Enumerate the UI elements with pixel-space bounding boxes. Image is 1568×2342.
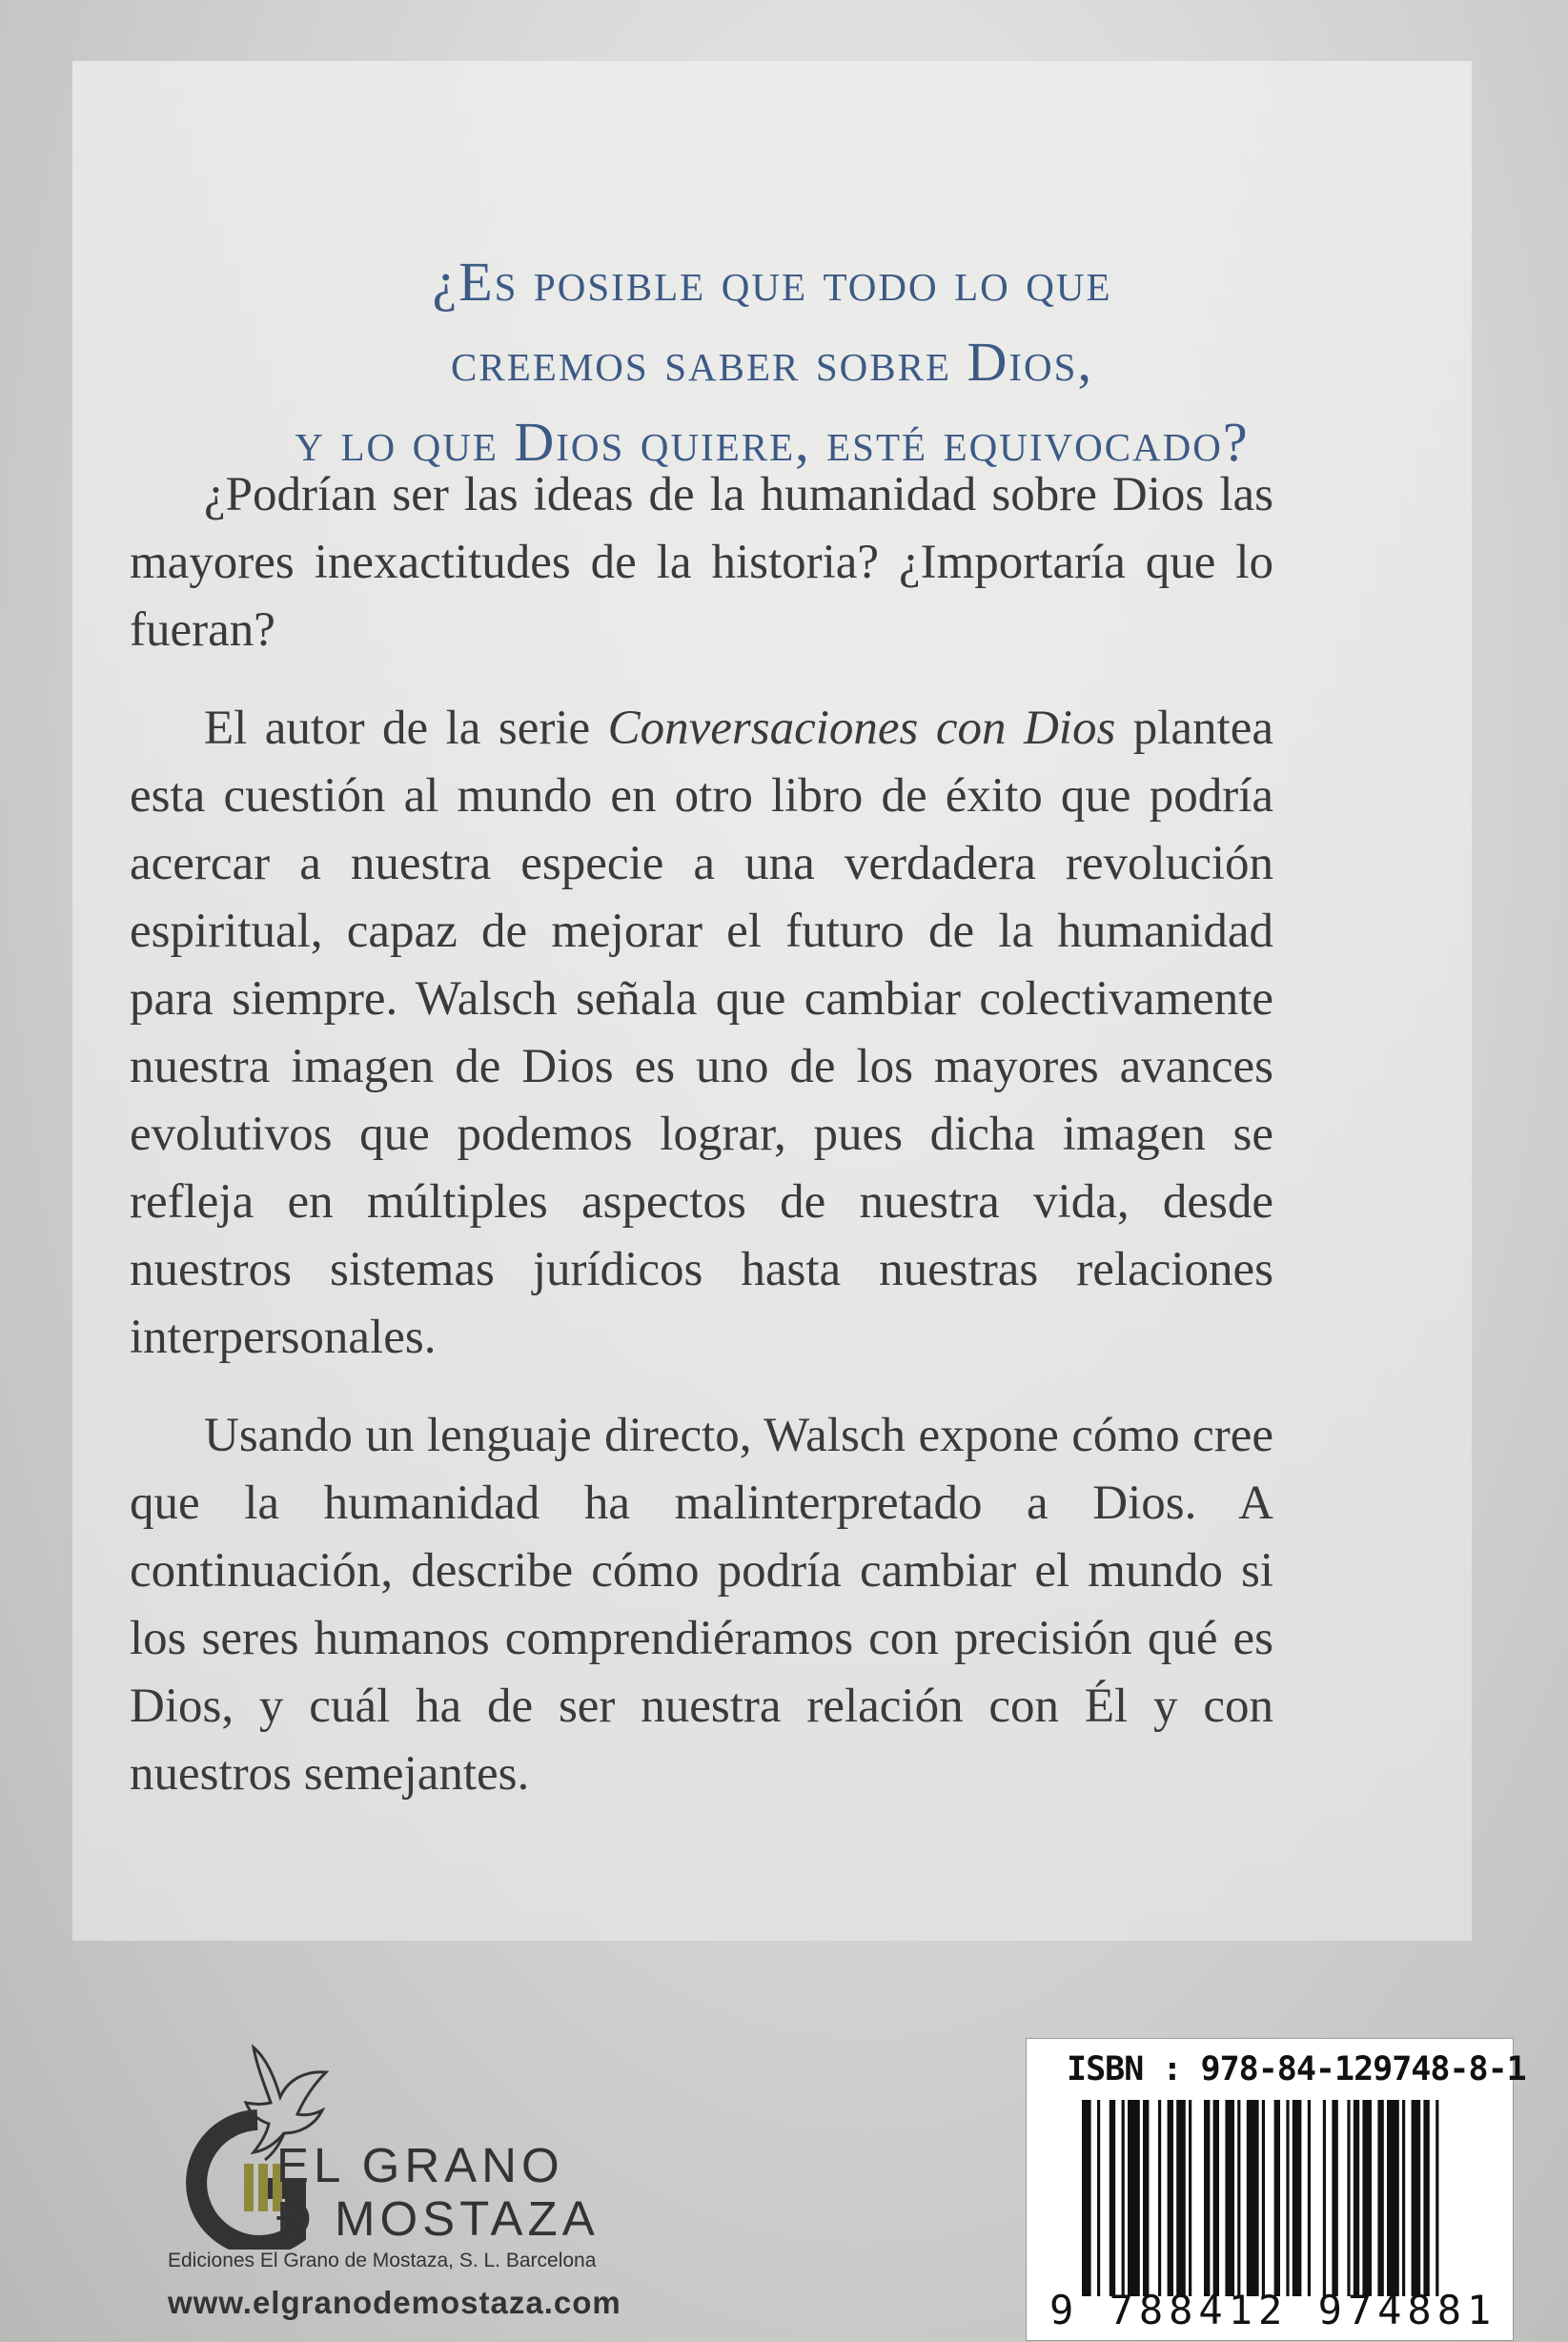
barcode-bar (1237, 2100, 1240, 2296)
barcode-bar (1128, 2100, 1140, 2296)
barcode-bar (1332, 2100, 1337, 2296)
barcode-bar (1247, 2100, 1259, 2296)
barcode-bar (1158, 2100, 1161, 2296)
paragraph-1: ¿Podrían ser las ideas de la humanidad sobre Dios las mayores inexactitudes de la historia? ¿Importaría que lo fueran? (130, 468, 1273, 657)
barcode (1082, 2100, 1501, 2296)
barcode-bar (1436, 2100, 1438, 2296)
barcode-bar (1176, 2100, 1186, 2296)
barcode-bar (1402, 2100, 1405, 2296)
paragraph-2-intro: El autor de la serie (204, 702, 608, 755)
barcode-bar (1323, 2100, 1326, 2296)
brand-line-1: EL GRANO (276, 2138, 564, 2192)
brand-line-2: Ð MOSTAZA (276, 2191, 600, 2246)
barcode-bar (1293, 2100, 1302, 2296)
barcode-bar (1143, 2100, 1149, 2296)
isbn-sticker (1026, 2038, 1526, 2341)
headline-line-3: y lo que Dios quiere, esté equivocado? (295, 411, 1250, 473)
barcode-bar (1347, 2100, 1350, 2296)
blurb (130, 461, 1273, 1839)
barcode-bar (1082, 2100, 1091, 2296)
publisher-logo (162, 2030, 658, 2250)
barcode-bar (1110, 2100, 1115, 2296)
barcode-bar (1286, 2100, 1289, 2296)
barcode-bar (1204, 2100, 1210, 2296)
publisher-name: Ediciones El Grano de Mostaza, S. L. Barcelona (168, 2250, 597, 2271)
barcode-bar (1362, 2100, 1372, 2296)
barcode-bar (1377, 2100, 1383, 2296)
paragraph-2 (130, 695, 1273, 1372)
paragraph-3: Usando un lenguaje directo, Walsch expone cómo cree que la humanidad ha malinterpretado a Dios. A continuación, describe cómo podría cambiar el mundo si los seres humanos comprendiéramos con precisión qué es Dios, y cuál ha de ser nuestra relación con Él y con nuestros semejantes. (130, 1409, 1273, 1801)
barcode-bar (1097, 2100, 1100, 2296)
barcode-bar (1225, 2100, 1234, 2296)
barcode-bar (1412, 2100, 1421, 2296)
ean-digits: 9 788412 974881 (1049, 2287, 1497, 2333)
headline-line-2: creemos saber sobre Dios, (451, 331, 1093, 393)
barcode-bar (1274, 2100, 1280, 2296)
paragraph-2-rest: plantea esta cuestión al mundo en otro libro de éxito que podría acercar a nuestra especie a una verdadera revolución espiritual, capaz de mejorar el futuro de la humanidad para siempre. Walsch señala que cambiar colectivamente nuestra imagen de Dios es uno de los mayores avances evolutivos que podemos lograr, pues dicha imagen se refleja en múltiples aspectos de nuestra vida, desde nuestros sistemas jurídicos hasta nuestras relaciones interpersonales. (130, 702, 1274, 1364)
barcode-bar (1213, 2100, 1219, 2296)
series-title: Conversaciones con Dios (607, 702, 1116, 755)
barcode-bar (1387, 2100, 1399, 2296)
barcode-bar (1423, 2100, 1429, 2296)
barcode-bar (1122, 2100, 1125, 2296)
headline-line-1: ¿Es posible que todo lo que (432, 251, 1112, 313)
barcode-bar (1189, 2100, 1191, 2296)
publisher-website: www.elgranodemostaza.com (168, 2285, 621, 2320)
barcode-bar (1262, 2100, 1265, 2296)
barcode-bar (1168, 2100, 1173, 2296)
barcode-bar (1354, 2100, 1359, 2296)
isbn-number: ISBN : 978-84-129748-8-1 (1067, 2050, 1526, 2088)
headline (72, 242, 1472, 482)
barcode-bar (1308, 2100, 1311, 2296)
